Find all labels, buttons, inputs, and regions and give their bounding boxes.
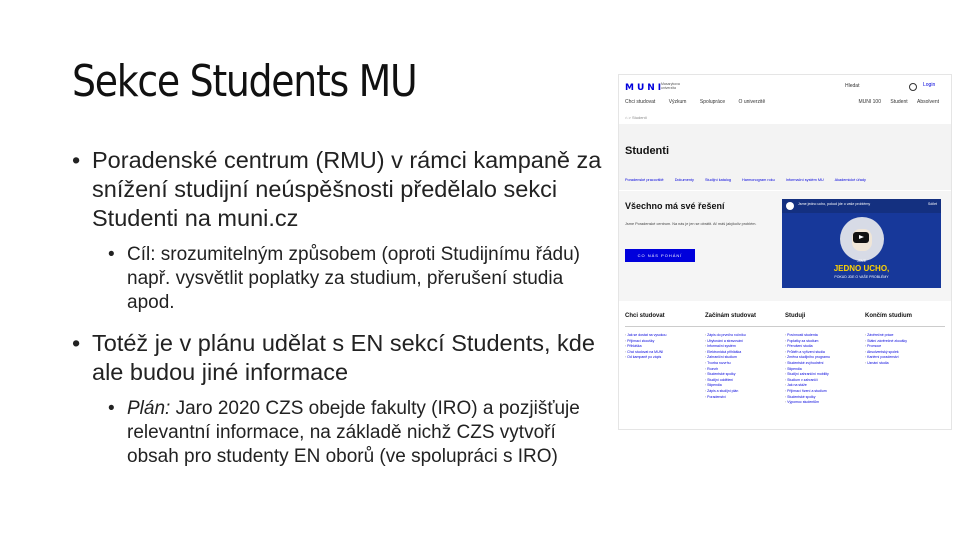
column-heading: Chci studovat	[625, 313, 705, 327]
column-link[interactable]: › Tvorba rozvrhu	[705, 361, 785, 367]
website-screenshot	[619, 75, 951, 429]
column-link[interactable]: › Chci studovat na MUNI	[625, 350, 705, 356]
play-icon[interactable]	[853, 232, 869, 243]
secondary-nav	[850, 99, 939, 105]
column-heading: Končím studium	[865, 313, 945, 327]
channel-avatar-icon	[786, 202, 794, 210]
login-link[interactable]: Login	[923, 82, 936, 88]
page-title: Studenti	[625, 145, 669, 157]
column-link[interactable]: › Poplatky za studium	[785, 339, 865, 345]
column-heading: Studuji	[785, 313, 865, 327]
video-thumbnail[interactable]	[782, 199, 941, 288]
video-headline: JEDNO UCHO,	[833, 264, 890, 273]
column-link[interactable]: › Zápis a studijní plán	[705, 389, 785, 395]
nav-item[interactable]: Student	[890, 99, 908, 105]
logo-subtitle: Masarykova univerzita	[661, 82, 680, 90]
column-link[interactable]: › Studentské zvýhodnění	[785, 361, 865, 367]
column-link[interactable]: › Studium v zahraničí	[785, 378, 865, 384]
column-studuji	[785, 313, 865, 406]
column-link[interactable]: › Absolventský spolek	[865, 350, 945, 356]
column-link[interactable]: › Ubytování a stravování	[705, 339, 785, 345]
column-link[interactable]: › Přihláška	[625, 344, 705, 350]
column-link[interactable]: › Uznání studia	[865, 361, 945, 367]
search-icon[interactable]	[909, 83, 917, 91]
column-link[interactable]: › Poradenství	[705, 395, 785, 401]
bullet-list	[72, 146, 612, 483]
sub-nav-item[interactable]: Studijní katalog	[704, 178, 731, 182]
slide-title: Sekce Students MU	[72, 56, 417, 107]
column-heading: Začínám studovat	[705, 313, 785, 327]
sub-nav-item[interactable]: Harmonogram roku	[742, 178, 775, 182]
column-link[interactable]: › Přijímací řízení a studium	[785, 389, 865, 395]
breadcrumb[interactable]: ⌂ > Studenti	[625, 115, 647, 120]
video-small-text: JSME	[856, 259, 867, 263]
column-link[interactable]: › Zahraniční studium	[705, 355, 785, 361]
column-link[interactable]: › Studijní oddělení	[705, 378, 785, 384]
column-link[interactable]: › Elektronická přihláška	[705, 350, 785, 356]
column-link[interactable]: › Rozvrh	[705, 367, 785, 373]
main-nav	[625, 99, 777, 105]
bullet-1: • Poradenské centrum (RMU) v rámci kampaně za snížení studijní neúspěšnosti předělalo sekci Studenti na muni.cz	[72, 146, 612, 233]
column-link[interactable]: › Zápis do prvního ročníku	[705, 333, 785, 339]
website-header	[619, 75, 951, 117]
bullet-2-sub	[108, 397, 612, 469]
column-link[interactable]: › Informační systém	[705, 344, 785, 350]
sub-nav-item[interactable]: Informační systém MU	[785, 178, 824, 182]
column-koncim-studium	[865, 313, 945, 367]
nav-item[interactable]: Spolupráce	[699, 99, 726, 105]
nav-item[interactable]: Výzkum	[668, 99, 687, 105]
video-tagline: POKUD JDE O VAŠE PROBLÉMY	[834, 275, 889, 279]
bullet-2-sub-lead: Plán:	[127, 398, 171, 419]
column-link[interactable]: › Výpomoc studentům	[785, 400, 865, 406]
bullet-1-sub: • Cíl: srozumitelným způsobem (oproti Studijnímu řádu) např. vysvětlit poplatky za studium, přerušení studia apod.	[108, 243, 612, 315]
column-link[interactable]: › Jak na stáže	[785, 383, 865, 389]
sub-nav-item[interactable]: Poradenské pracoviště	[625, 178, 664, 182]
column-link[interactable]: › Stipendia	[785, 367, 865, 373]
column-link[interactable]: › Studentské spolky	[785, 395, 865, 401]
column-link[interactable]: › Povinnosti studenta	[785, 333, 865, 339]
panel-text: Jsme Poradenské centrum. Na nás je jen se obrátit. Ať máš jakýkoliv problém.	[625, 222, 757, 226]
column-link[interactable]: › Od kampaně po zápis	[625, 355, 705, 361]
column-link[interactable]: › Promoce	[865, 344, 945, 350]
column-zacinam-studovat	[705, 313, 785, 400]
bullet-2: • Totéž je v plánu udělat s EN sekcí Students, kde ale budou jiné informace	[72, 329, 612, 387]
sub-nav-item[interactable]: Akademické úřady	[834, 178, 866, 182]
nav-item[interactable]: O univerzitě	[738, 99, 766, 105]
sub-nav	[625, 178, 876, 182]
column-link[interactable]: › Kariérní poradenství	[865, 355, 945, 361]
column-link[interactable]: › Závěrečné práce	[865, 333, 945, 339]
column-link[interactable]: › Změna studijního programu	[785, 355, 865, 361]
muni-logo: MUNI	[625, 83, 665, 93]
column-link[interactable]: › Státní závěrečné zkoušky	[865, 339, 945, 345]
column-link[interactable]: › Studijní zahraniční mobility	[785, 372, 865, 378]
panel-button[interactable]: CO NÁS POHÁNÍ	[625, 249, 695, 262]
nav-item[interactable]: MUNI 100	[858, 99, 881, 105]
column-chci-studovat	[625, 313, 705, 361]
nav-item[interactable]: Chci studovat	[625, 99, 656, 105]
column-link[interactable]: › Studentské spolky	[705, 372, 785, 378]
column-link[interactable]: › Průběh a vyřízení studia	[785, 350, 865, 356]
column-link[interactable]: › Jak se dostat na vysokou	[625, 333, 705, 339]
column-link[interactable]: › Přerušení studia	[785, 344, 865, 350]
share-link[interactable]: Sdílet	[928, 202, 937, 206]
nav-item[interactable]: Absolvent	[917, 99, 939, 105]
panel-title: Všechno má své řešení	[625, 201, 725, 211]
search-input[interactable]: Hledat	[845, 83, 860, 89]
bullet-2-sub-text: Jaro 2020 CZS obejde fakulty (IRO) a pozjišťuje relevantní informace, na základě nichž CZS vytvoří obsah pro studenty EN oborů (ve spolupráci s IRO)	[127, 398, 580, 467]
column-link[interactable]: › Stipendia	[705, 383, 785, 389]
column-link[interactable]: › Přijímací zkoušky	[625, 339, 705, 345]
video-caption: Jsme jedno ucho, pokud jde o vaše problémy	[798, 202, 871, 206]
sub-nav-item[interactable]: Dokumenty	[674, 178, 694, 182]
